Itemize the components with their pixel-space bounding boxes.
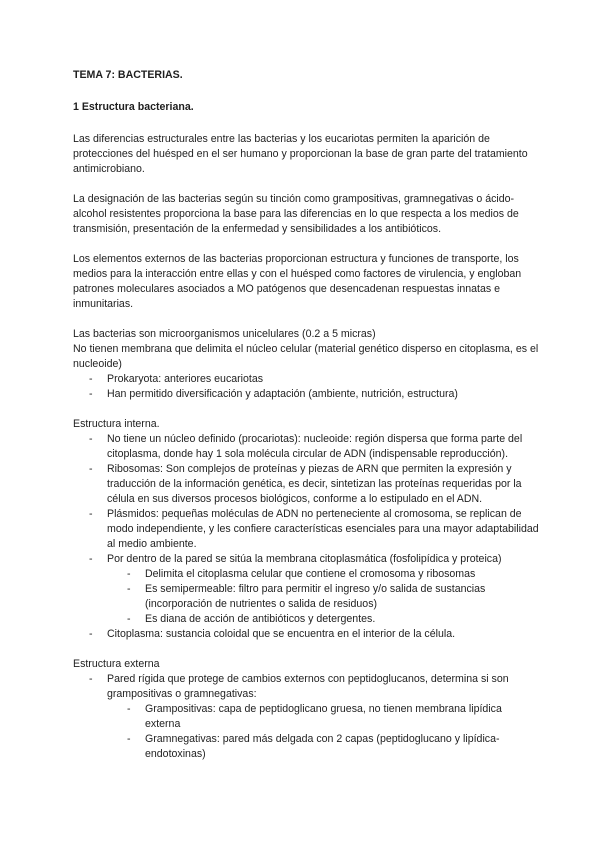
- internal-structure-block: [73, 417, 540, 642]
- list-item: - Delimita el citoplasma celular que contiene el cromosoma y ribosomas: [107, 567, 540, 582]
- list-item: - Han permitido diversificación y adaptación (ambiente, nutrición, estructura): [73, 387, 540, 402]
- membrane-text: Por dentro de la pared se sitúa la membrana citoplasmática (fosfolipídica y proteica): [107, 553, 502, 565]
- list-item: - Es diana de acción de antibióticos y detergentes.: [107, 612, 540, 627]
- document-title: TEMA 7: BACTERIAS.: [73, 69, 183, 81]
- list-item: - Gramnegativas: pared más delgada con 2 capas (peptidoglucano y lipídica-endotoxinas): [107, 732, 540, 762]
- general-line: Las bacterias son microorganismos unicelulares (0.2 a 5 micras): [73, 328, 376, 340]
- intro-paragraph: La designación de las bacterias según su tinción como grampositivas, gramnegativas o ácido- alcohol resistentes proporciona la base para las diferencias en lo que respecta a los medios de transmisión, presentación de la enfermedad y sensibilidades a los antibióticos.: [73, 193, 519, 235]
- list-item: - Es semipermeable: filtro para permitir el ingreso y/o salida de sustancias (incorporación de nutrientes o salida de residuos): [107, 582, 540, 612]
- intro-paragraph: Los elementos externos de las bacterias proporcionan estructura y funciones de transporte, los medios para la interacción entre ellas y con el huésped como factores de virulencia, y engloban patrones moleculares asociados a MO patógenos que desencadenan respuestas innatas e inmunitarias.: [73, 253, 522, 310]
- list-item: - Grampositivas: capa de peptidoglicano gruesa, no tienen membrana lipídica externa: [107, 702, 540, 732]
- list-item: - Ribosomas: Son complejos de proteínas y piezas de ARN que permiten la expresión y traducción de la información genética, es decir, sintetizan las proteínas requeridas por la célula en sus diversos procesos biológicos, conforme a lo estipulado en el ADN.: [73, 462, 540, 507]
- internal-list: [73, 432, 540, 642]
- membrane-sublist: [107, 567, 540, 627]
- list-item: - Prokaryota: anteriores eucariotas: [73, 372, 540, 387]
- list-item: [73, 672, 540, 762]
- external-heading: Estructura externa: [73, 658, 160, 670]
- wall-text: Pared rígida que protege de cambios externos con peptidoglucanos, determina si son grampositivas o gramnegativas:: [107, 673, 509, 700]
- external-structure-block: [73, 657, 540, 762]
- section-heading: 1 Estructura bacteriana.: [73, 101, 194, 113]
- general-list: [73, 372, 540, 402]
- wall-sublist: [107, 702, 540, 762]
- list-item: - Citoplasma: sustancia coloidal que se encuentra en el interior de la célula.: [73, 627, 540, 642]
- list-item: [73, 552, 540, 627]
- internal-heading: Estructura interna.: [73, 418, 160, 430]
- intro-paragraph: Las diferencias estructurales entre las bacterias y los eucariotas permiten la aparición de protecciones del huésped en el ser humano y proporcionan la base de gran parte del tratamiento antimicrobiano.: [73, 133, 528, 175]
- general-line: No tienen membrana que delimita el núcleo celular (material genético disperso en citoplasma, es el nucleoide): [73, 343, 539, 370]
- general-block: [73, 327, 540, 402]
- list-item: - Plásmidos: pequeñas moléculas de ADN no perteneciente al cromosoma, se replican de modo independiente, y les confiere características esenciales para una mayor adaptabilidad al medio ambiente.: [73, 507, 540, 552]
- list-item: - No tiene un núcleo definido (procariotas): nucleoide: región dispersa que forma parte del citoplasma, donde hay 1 sola molécula circular de ADN (indispensable reproducción).: [73, 432, 540, 462]
- external-list: [73, 672, 540, 762]
